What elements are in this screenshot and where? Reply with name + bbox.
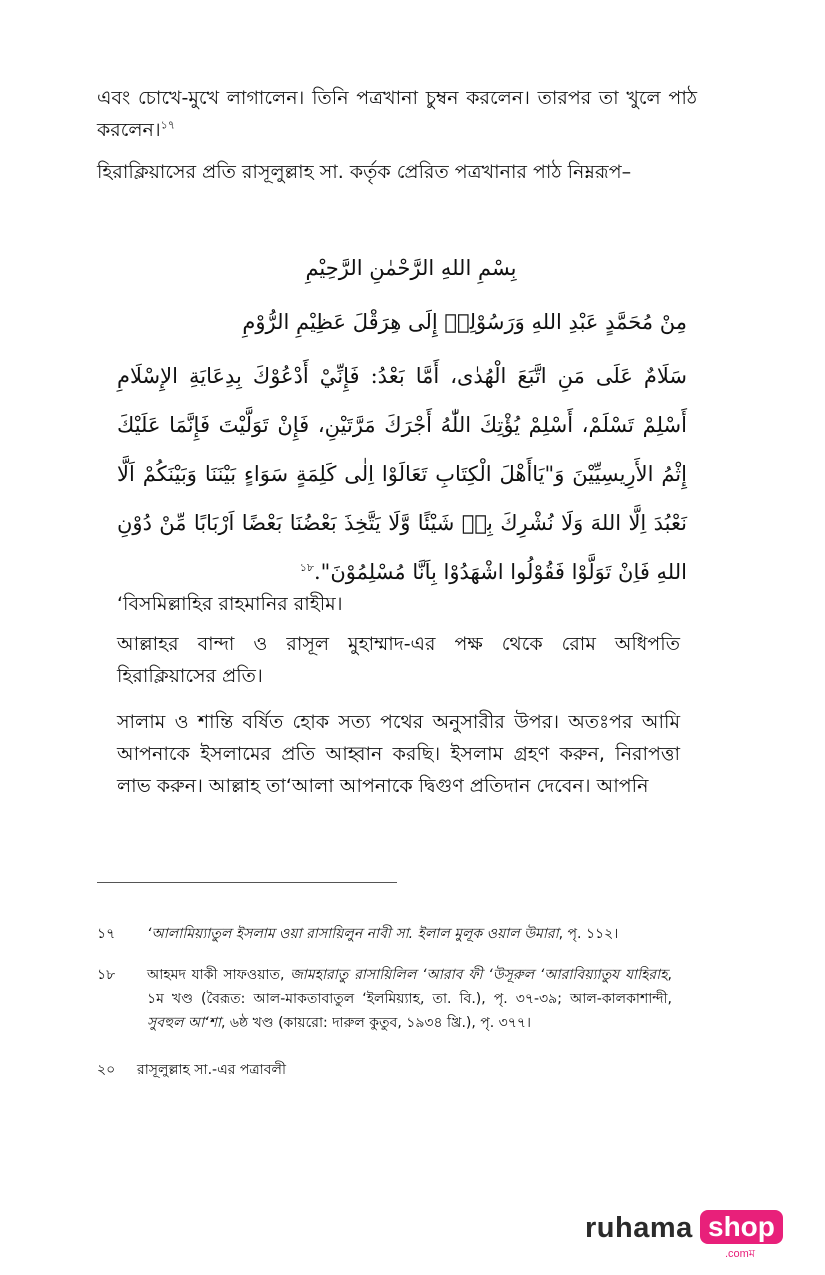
- logo-word-shop: shop: [700, 1210, 783, 1244]
- footnote-18-author: আহমদ যাকী সাফওয়াত,: [147, 967, 291, 983]
- footnote-18-mid: , ১ম খণ্ড (বৈরূত: আল-মাকতাবাতুল ‘ইলমিয়্যাহ, তা. বি.), পৃ. ৩৭-৩৯; আল-কালকাশান্দী,: [147, 967, 672, 1007]
- footnote-18-title: জামহারাতু রাসায়িলিল ‘আরাব ফী ‘উসূরুল ‘আরাবিয়্যাতুয যাহিরাহ: [290, 967, 668, 983]
- logo-word-ruhama: ruhama: [585, 1212, 693, 1244]
- footnote-ref-18: ১৮: [299, 561, 314, 574]
- footnote-17-rest: , পৃ. ১১২।: [558, 926, 619, 942]
- footnote-17-number: ১৭: [97, 926, 116, 942]
- footnote-divider: [97, 882, 397, 883]
- footnote-18-title2: সুবহুল আ‘শা: [147, 1015, 221, 1031]
- ruhamashop-logo: [585, 1208, 785, 1268]
- body-paragraph-1: [97, 82, 697, 146]
- page-number: ২০: [97, 1062, 116, 1078]
- arabic-bismillah: بِسْمِ اللهِ الرَّحْمٰنِ الرَّحِيْمِ: [305, 256, 517, 280]
- running-title: রাসূলুল্লাহ সা.-এর পত্রাবলী: [137, 1062, 286, 1078]
- footnote-18-text: [147, 963, 672, 1035]
- footnote-18-number: ১৮: [97, 967, 116, 983]
- arabic-letter-body: [117, 352, 687, 597]
- body-paragraph-1-text: এবং চোখে-মুখে লাগালেন। তিনি পত্রখানা চুম্বন করলেন। তারপর তা খুলে পাঠ করলেন।: [97, 87, 697, 141]
- logo-suffix: .comম: [725, 1248, 755, 1260]
- translation-line-2: আল্লাহর বান্দা ও রাসূল মুহাম্মাদ-এর পক্ষ থেকে রোম অধিপতি হিরাক্লিয়াসের প্রতি।: [117, 633, 680, 687]
- footnote-ref-17: ১৭: [160, 118, 175, 132]
- translation-line-1: ‘বিসমিল্লাহির রাহমানির রাহীম।: [117, 593, 343, 615]
- body-paragraph-2: হিরাক্লিয়াসের প্রতি রাসূলুল্লাহ সা. কর্তৃক প্রেরিত পত্রখানার পাঠ নিম্নরূপ–: [97, 161, 632, 183]
- arabic-letter-text: سَلَامٌ عَلَى مَنِ اتَّبَعَ الْهُدٰى، أَمَّا بَعْدُ: فَإِنِّيْ أَدْعُوْكَ بِدِعَايَةِ الإِسْلَامِ أَسْلِمْ تَسْلَمْ، أَسْلِمْ يُؤْتِكَ اللّٰهُ أَجْرَكَ مَرَّتَيْنِ، فَإِنْ تَوَلَّيْتَ فَإِنَّمَا عَلَيْكَ إِثْمُ الأَرِيسِيِّيْنَ وَ"يَاأَهْلَ الْكِتَابِ تَعَالَوْا اِلٰى كَلِمَةٍ سَوَاءٍ بَيْنَنَا وَبَيْنَكُمْ اَلَّا نَعْبُدَ اِلَّا اللهَ وَلَا نُشْرِكَ بِهٖ شَيْئًا وَّلَا يَتَّخِذَ بَعْضُنَا بَعْضًا اَرْبَابًا مِّنْ دُوْنِ اللهِ فَاِنْ تَوَلَّوْا فَقُوْلُوا اشْهَدُوْا بِاَنَّا مُسْلِمُوْنَ".: [117, 364, 687, 584]
- footnote-17-title: ‘আলামিয়্যাতুল ইসলাম ওয়া রাসায়িলুন নাবী সা. ইলাল মুলূক ওয়াল উমারা: [147, 926, 559, 942]
- footnote-18-rest: , ৬ষ্ঠ খণ্ড (কায়রো: দারুল কুতুব, ১৯৩৪ খ্রি.), পৃ. ৩৭৭।: [221, 1015, 531, 1031]
- arabic-from-line: مِنْ مُحَمَّدٍ عَبْدِ اللهِ وَرَسُوْلِهٖ إِلَى هِرَقْلَ عَظِيْمِ الرُّوْمِ: [242, 310, 687, 334]
- footnote-17-text: [147, 922, 672, 946]
- translation-line-3: সালাম ও শান্তি বর্ষিত হোক সত্য পথের অনুসারীর উপর। অতঃপর আমি আপনাকে ইসলামের প্রতি আহ্বান করছি। ইসলাম গ্রহণ করুন, নিরাপত্তা লাভ করুন। আল্লাহ তা‘আলা আপনাকে দ্বিগুণ প্রতিদান দেবেন। আপনি: [117, 711, 680, 797]
